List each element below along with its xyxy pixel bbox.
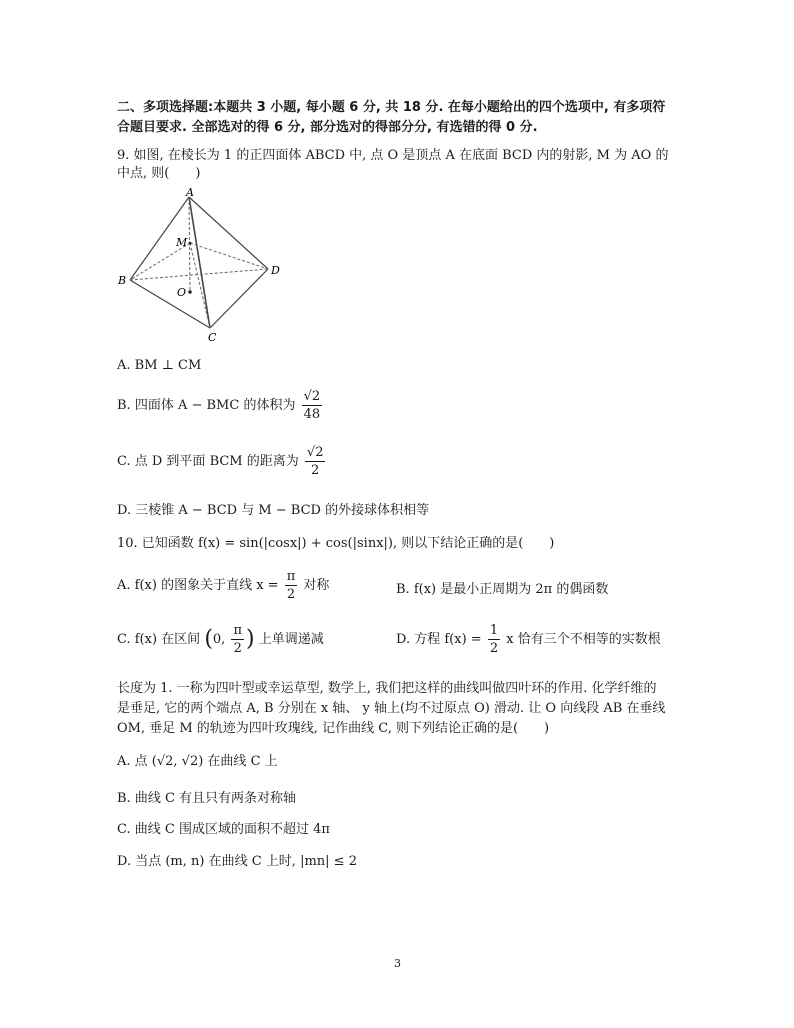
q11-option-c: C. 曲线 C 围成区域的面积不超过 4π xyxy=(117,822,330,837)
edge-bc xyxy=(130,280,210,328)
q9-stem-line2: 中点, 则( ) xyxy=(117,166,201,181)
q9-option-c xyxy=(117,444,327,479)
q9-option-b-prefix: B. 四面体 A − BMC 的体积为 xyxy=(117,398,296,413)
q10-option-d-fraction xyxy=(488,622,500,657)
point-o xyxy=(188,290,192,294)
q10-option-c-prefix: C. f(x) 在区间 xyxy=(117,632,201,647)
q10-option-c-interval-left: 0, xyxy=(212,632,226,647)
fraction-denominator: 2 xyxy=(311,463,320,478)
fraction-numerator: π xyxy=(233,623,242,638)
q10-stem: 10. 已知函数 f(x) = sin(|cosx|) + cos(|sinx|), 则以下结论正确的是( ) xyxy=(117,536,555,551)
q9-option-d: D. 三棱锥 A − BCD 与 M − BCD 的外接球体积相等 xyxy=(117,503,430,518)
q10-option-a xyxy=(117,568,329,603)
edge-bd-hidden xyxy=(130,269,268,280)
section-heading-line2: 合题目要求. 全部选对的得 6 分, 部分选对的得部分分, 有选错的得 0 分. xyxy=(117,120,538,135)
point-m xyxy=(189,242,192,245)
q11-stem-line2: 是垂足, 它的两个端点 A, B 分别在 x 轴、 y 轴上(均不过原点 O) 滑动. 让 O 向线段 AB 在垂线 xyxy=(117,701,666,716)
q11-option-d: D. 当点 (m, n) 在曲线 C 上时, |mn| ≤ 2 xyxy=(117,854,357,869)
q11-option-b: B. 曲线 C 有且只有两条对称轴 xyxy=(117,791,297,806)
q9-option-a: A. BM ⊥ CM xyxy=(117,358,202,373)
fraction-denominator: 2 xyxy=(286,587,296,602)
q10-option-c xyxy=(117,622,324,657)
edge-cd xyxy=(210,269,268,328)
paren-close: ) xyxy=(246,626,255,652)
label-a: A xyxy=(186,186,194,199)
q9-option-c-prefix: C. 点 D 到平面 BCM 的距离为 xyxy=(117,454,299,469)
tetrahedron-figure xyxy=(112,185,292,345)
label-o: O xyxy=(177,286,187,299)
segment-md xyxy=(190,243,268,269)
q10-option-a-suffix: 对称 xyxy=(303,578,330,593)
fraction-numerator: √2 xyxy=(303,389,321,404)
label-d: D xyxy=(271,264,280,277)
fraction-denominator: 48 xyxy=(303,407,321,422)
q10-option-b: B. f(x) 是最小正周期为 2π 的偶函数 xyxy=(396,582,609,597)
q10-option-a-prefix: A. f(x) 的图象关于直线 x = xyxy=(117,578,279,593)
q9-option-b-fraction xyxy=(302,388,323,423)
fraction-numerator: π xyxy=(286,569,296,584)
q10-option-a-fraction xyxy=(285,568,298,603)
q10-option-d-prefix: D. 方程 f(x) = xyxy=(396,632,482,647)
fraction-denominator: 2 xyxy=(233,641,242,656)
q11-stem-line3: OM, 垂足 M 的轨迹为四叶玫瑰线, 记作曲线 C, 则下列结论正确的是( ) xyxy=(117,721,550,736)
q10-option-d xyxy=(396,622,661,657)
fraction-numerator: √2 xyxy=(306,445,324,460)
edge-ad xyxy=(189,197,268,269)
q11-option-a: A. 点 (√2, √2) 在曲线 C 上 xyxy=(117,754,278,769)
q10-option-d-suffix: x 恰有三个不相等的实数根 xyxy=(506,632,661,647)
label-b: B xyxy=(118,274,127,287)
page-number: 3 xyxy=(394,957,401,970)
label-m: M xyxy=(176,236,188,249)
q9-option-b xyxy=(117,388,324,423)
paren-open: ( xyxy=(204,626,213,652)
edge-ac xyxy=(189,197,210,328)
segment-mc xyxy=(190,243,210,328)
fraction-denominator: 2 xyxy=(489,641,499,656)
q10-option-c-suffix: 上单调递减 xyxy=(258,632,324,647)
segment-ao xyxy=(189,197,190,292)
q9-option-c-fraction xyxy=(305,444,326,479)
q10-option-c-fraction xyxy=(231,622,244,657)
label-c: C xyxy=(208,331,217,344)
fraction-numerator: 1 xyxy=(489,623,499,638)
q9-stem-line1: 9. 如图, 在棱长为 1 的正四面体 ABCD 中, 点 O 是顶点 A 在底面 BCD 内的射影, M 为 AO 的 xyxy=(117,148,669,163)
section-heading-line1: 二、多项选择题:本题共 3 小题, 每小题 6 分, 共 18 分. 在每小题给出的四个选项中, 有多项符 xyxy=(117,100,666,115)
q11-stem-line1: 长度为 1. 一称为四叶型或幸运草型, 数学上, 我们把这样的曲线叫做四叶环的作用. 化学纤维的 xyxy=(117,681,657,696)
